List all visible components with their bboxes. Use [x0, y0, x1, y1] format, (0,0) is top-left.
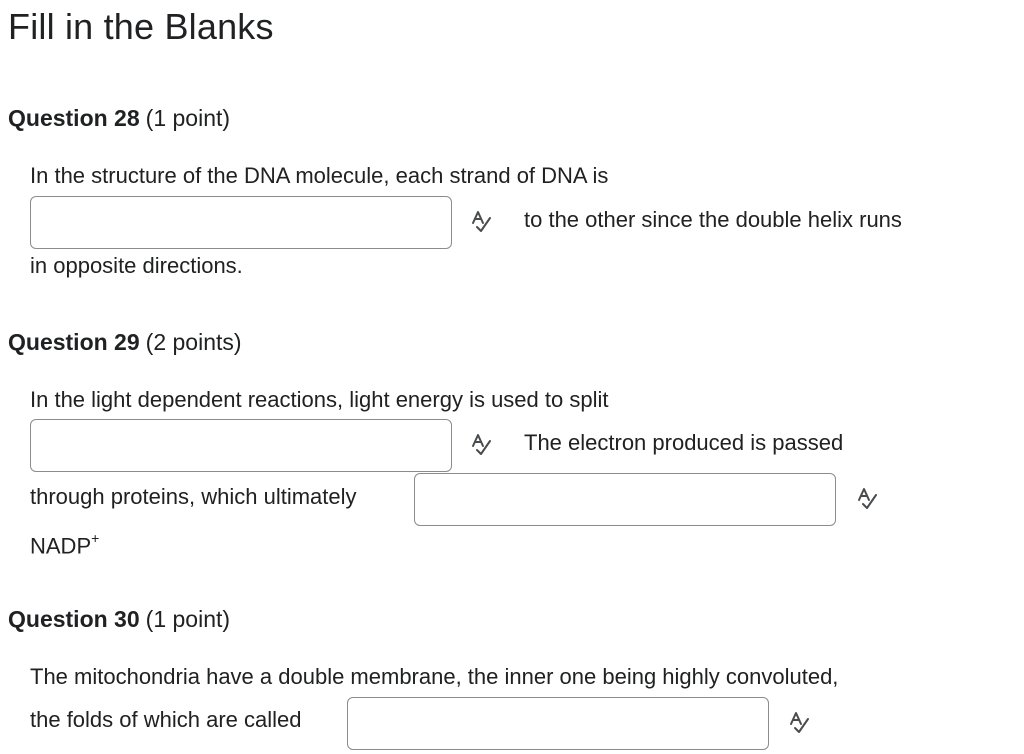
spellcheck-icon[interactable] — [469, 432, 495, 458]
question-number: Question 29 — [8, 329, 140, 355]
question-29-text-mid: through proteins, which ultimately — [30, 484, 357, 509]
question-points: (2 points) — [145, 329, 242, 355]
nadp-text: NADP — [30, 533, 92, 559]
question-number: Question 28 — [8, 105, 140, 131]
question-29-text-after: The electron produced is passed — [524, 430, 844, 455]
question-points: (1 point) — [145, 105, 231, 131]
nadp-superscript: + — [91, 530, 100, 546]
question-28-text-after: to the other since the double helix runs — [524, 207, 902, 232]
question-number: Question 30 — [8, 606, 140, 632]
question-28-heading — [8, 105, 230, 132]
page-title: Fill in the Blanks — [8, 6, 274, 47]
question-29-text-end — [30, 532, 99, 559]
spellcheck-icon[interactable] — [787, 710, 813, 736]
question-points: (1 point) — [145, 606, 231, 632]
question-29-heading — [8, 329, 242, 356]
question-28-text-end: in opposite directions. — [30, 253, 243, 278]
spellcheck-icon[interactable] — [855, 486, 881, 512]
question-28-blank-1[interactable] — [30, 196, 452, 249]
question-30-text-mid: the folds of which are called — [30, 707, 302, 732]
question-29-blank-2[interactable] — [414, 473, 836, 526]
question-29-text-before: In the light dependent reactions, light energy is used to split — [30, 387, 609, 412]
question-30-blank-1[interactable] — [347, 697, 769, 750]
spellcheck-icon[interactable] — [469, 209, 495, 235]
question-29-blank-1[interactable] — [30, 419, 452, 472]
question-30-heading — [8, 606, 230, 633]
question-30-text-before: The mitochondria have a double membrane, the inner one being highly convoluted, — [30, 664, 839, 689]
question-28-text-before: In the structure of the DNA molecule, each strand of DNA is — [30, 163, 609, 188]
